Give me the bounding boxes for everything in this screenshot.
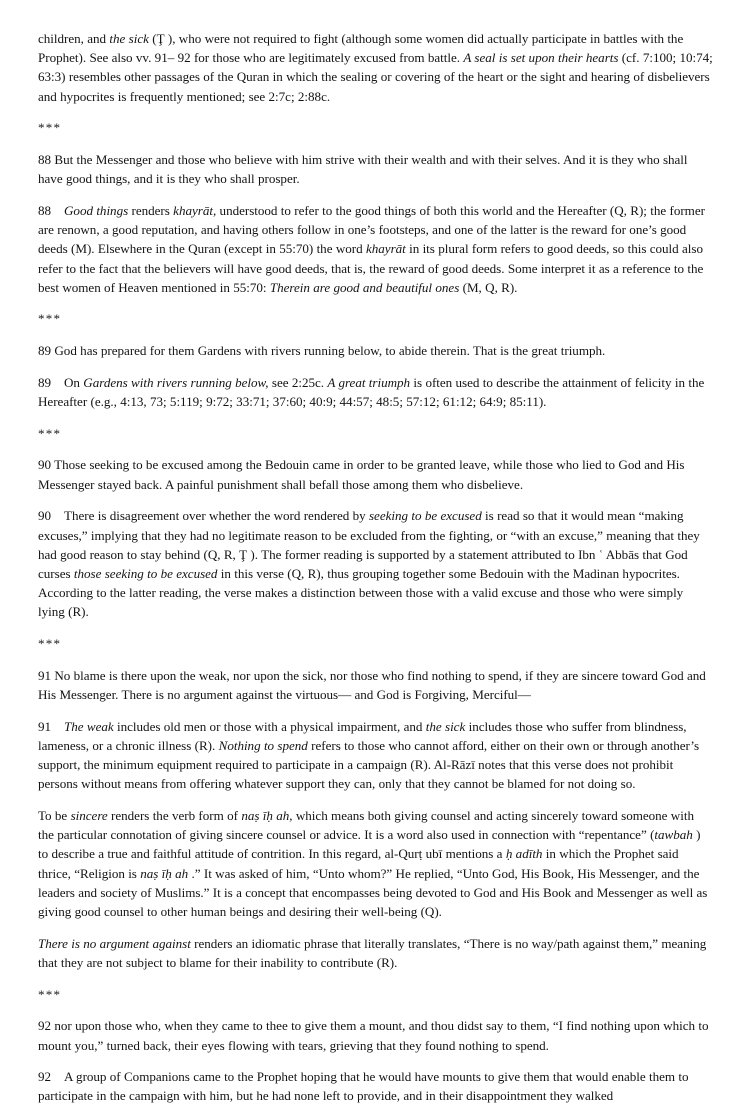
commentary-verse-number: 88: [38, 202, 52, 218]
verse-paragraph: 92 nor upon those who, when they came to thee to give them a mount, and thou didst say to them, “I find nothing upon which to mount you,” turned back, their eyes flowing with tears, grieving that they found nothing to spend.: [38, 1018, 709, 1053]
section-separator: ***: [38, 425, 62, 441]
commentary-body: Good things renders khayrāt, understood to refer to the good things of both this world and the Hereafter (Q, R); the former are renown, a good reputation, and having others follow in one’s footsteps, and one of the latter is the reward for one’s good deeds (M). Elsewhere in the Quran (except in 55:70) the word khayrāt in its plural form refers to good deeds, so this could also refer to the fact that the believers will have good deeds, that is, the reward of good deeds. Some interpret it as a reference to the best women of Heaven mentioned in 55:70: Therein are good and beautiful ones (M, Q, R).: [38, 202, 705, 295]
commentary-verse-number: 89: [38, 374, 52, 390]
section-separator: ***: [38, 986, 62, 1002]
section-separator: ***: [38, 120, 62, 136]
verse-paragraph: 89 God has prepared for them Gardens with rivers running below, to abide therein. That is the great triumph.: [38, 343, 606, 359]
commentary-verse-number: 90: [38, 508, 52, 524]
commentary-paragraph: [38, 506, 713, 621]
commentary-paragraph: [38, 1067, 713, 1105]
section-separator: ***: [38, 311, 62, 327]
commentary-body: There is disagreement over whether the word rendered by seeking to be excused is read so that it would mean “making excuses,” implying that they had no legitimate reason to be excluded from the fighting, or “with an excuse,” meaning that they had good reason to stay behind (Q, R, Ţ ). The former reading is supported by a statement attributed to Ibn ʿ Abbās that God curses those seeking to be excused in this verse (Q, R), thus grouping together some Bedouin with the Madinan hypocrites. According to the latter reading, the verse makes a distinction between those with a valid excuse and those who were simply lying (R).: [38, 508, 700, 620]
commentary-verse-number: 91: [38, 718, 52, 734]
commentary-body: On Gardens with rivers running below, see 2:25c. A great triumph is often used to describe the attainment of felicity in the Hereafter (e.g., 4:13, 73; 5:119; 9:72; 33:71; 37:60; 40:9; 44:57; 48:5; 57:12; 61:12; 64:9; 85:11).: [38, 374, 705, 410]
commentary-verse-number: 92: [38, 1069, 52, 1085]
commentary-body: The weak includes old men or those with a physical impairment, and the sick includes those who suffer from blindness, lameness, or a chronic illness (R). Nothing to spend refers to those who cannot afford, either on their own or through another’s support, the minimum equipment required to participate in a campaign (R). Al-Rāzī notes that this verse does not prohibit persons without means from offering whatever support they can, only that they cannot be blamed for not doing so.: [38, 718, 700, 792]
page-text-column: [38, 29, 713, 1118]
verse-paragraph: 91 No blame is there upon the weak, nor upon the sick, nor those who find nothing to spend, if they are sincere toward God and His Messenger. There is no argument against the virtuous— and God is Forgiving, Merciful—: [38, 667, 706, 702]
verse-paragraph: 90 Those seeking to be excused among the Bedouin came in order to be granted leave, while those who lied to God and His Messenger stayed back. A painful punishment shall befall those among them who disbelieve.: [38, 457, 685, 492]
commentary-paragraph: [38, 717, 713, 794]
verse-paragraph: 88 But the Messenger and those who believe with him strive with their wealth and with their selves. And it is they who shall have good things, and it is they who shall prosper.: [38, 152, 688, 187]
commentary-continuation-paragraph: To be sincere renders the verb form of naṣ īḥ ah, which means both giving counsel and acting sincerely toward someone with the particular connotation of giving sincere counsel or advice. It is a word also used in connection with “repentance” (tawbah ) to describe a true and faithful attitude of contrition. In this regard, al-Qurṭ ubī mentions a ḥ adīth in which the Prophet said thrice, “Religion is naṣ īḥ ah .” It was asked of him, “Unto whom?” He replied, “Unto God, His Book, His Messenger, and the leaders and society of Muslims.” It is a concept that encompasses being devoted to God and His Book and Messenger as well as giving good counsel to other human beings and desiring their well-being (Q).: [38, 808, 708, 920]
commentary-paragraph: [38, 373, 713, 411]
commentary-continuation-paragraph: There is no argument against renders an idiomatic phrase that literally translates, “There is no way/path against them,” meaning that they are not subject to blame for their inability to contribute (R).: [38, 935, 707, 970]
commentary-paragraph: [38, 201, 713, 297]
section-separator: ***: [38, 636, 62, 652]
commentary-continuation-paragraph: children, and the sick (Ţ ), who were not required to fight (although some women did actually participate in battles with the Prophet). See also vv. 91– 92 for those who are legitimately excused from battle. A seal is set upon their hearts (cf. 7:100; 10:74; 63:3) resembles other passages of the Quran in which the sealing or covering of the heart or the sight and hearing of disbelievers and hypocrites is frequently mentioned; see 2:7c; 2:88c.: [38, 31, 713, 104]
commentary-body: A group of Companions came to the Prophet hoping that he would have mounts to give them that would enable them to participate in the campaign with him, but he had none left to provide, and in their disappointment they walked: [38, 1069, 689, 1104]
